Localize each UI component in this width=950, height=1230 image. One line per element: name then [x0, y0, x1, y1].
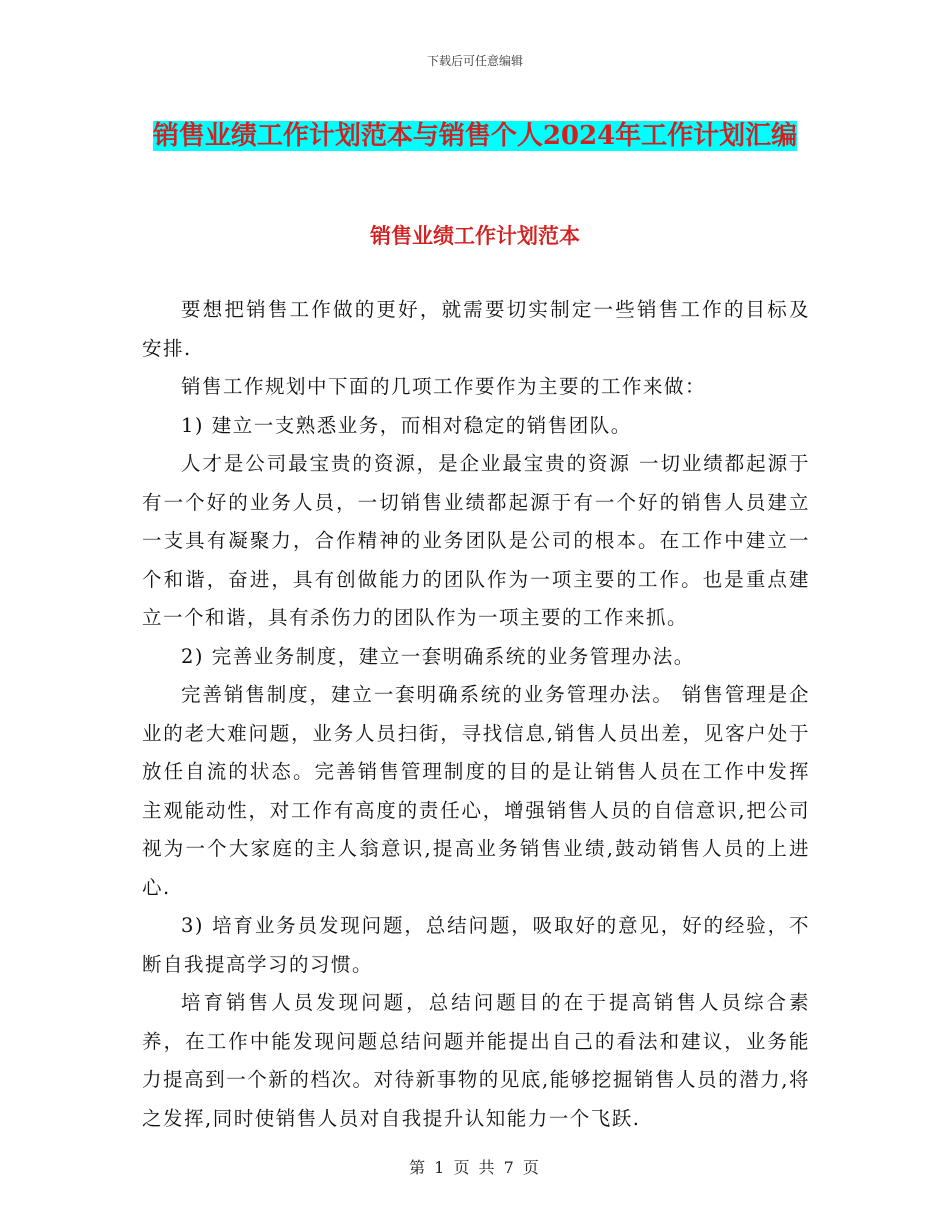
body-paragraph: 2) 完善业务制度，建立一套明确系统的业务管理办法。 — [181, 644, 695, 668]
document-body — [142, 291, 810, 1138]
body-paragraph: 完善销售制度，建立一套明确系统的业务管理办法。 销售管理是企业的老大难问题，业务人员扫街，寻找信息,销售人员出差，见客户处于放任自流的状态。完善销售管理制度的目的是让销售人员在工作中发挥主观能动性，对工作有高度的责任心，增强销售人员的自信意识,把公司视为一个大家庭的主人翁意识,提高业务销售业绩,鼓动销售人员的上进心. — [142, 683, 810, 899]
page-number-footer: 第 1 页 共 7 页 — [409, 1158, 541, 1177]
body-paragraph: 销售工作规划中下面的几项工作要作为主要的工作来做： — [181, 375, 707, 398]
body-paragraph: 培育销售人员发现问题，总结问题目的在于提高销售人员综合素养，在工作中能发现问题总结问题并能提出自己的看法和建议，业务能力提高到一个新的档次。对待新事物的见底,能够挖掘销售人员的潜力,将之发挥,同时使销售人员对自我提升认知能力一个飞跃. — [142, 991, 810, 1130]
page-header-note: 下载后可任意编辑 — [426, 54, 523, 68]
body-paragraph: 3) 培育业务员发现问题，总结问题，吸取好的意见，好的经验，不断自我提高学习的习惯。 — [142, 914, 810, 976]
body-paragraph: 1) 建立一支熟悉业务，而相对稳定的销售团队。 — [181, 413, 632, 437]
body-paragraph: 要想把销售工作做的更好，就需要切实制定一些销售工作的目标及安排. — [142, 298, 810, 360]
document-title — [140, 110, 810, 162]
section-title: 销售业绩工作计划范本 — [370, 223, 580, 248]
document-title-highlight: 销售业绩工作计划范本与销售个人2024年工作计划汇编 — [152, 121, 798, 151]
body-paragraph: 人才是公司最宝贵的资源，是企业最宝贵的资源 一切业绩都起源于有一个好的业务人员，一切销售业绩都起源于有一个好的销售人员建立一支具有凝聚力，合作精神的业务团队是公司的根本。在工作中建立一个和谐，奋进，具有创做能力的团队作为一项主要的工作。也是重点建立一个和谐，具有杀伤力的团队作为一项主要的工作来抓。 — [142, 452, 810, 629]
